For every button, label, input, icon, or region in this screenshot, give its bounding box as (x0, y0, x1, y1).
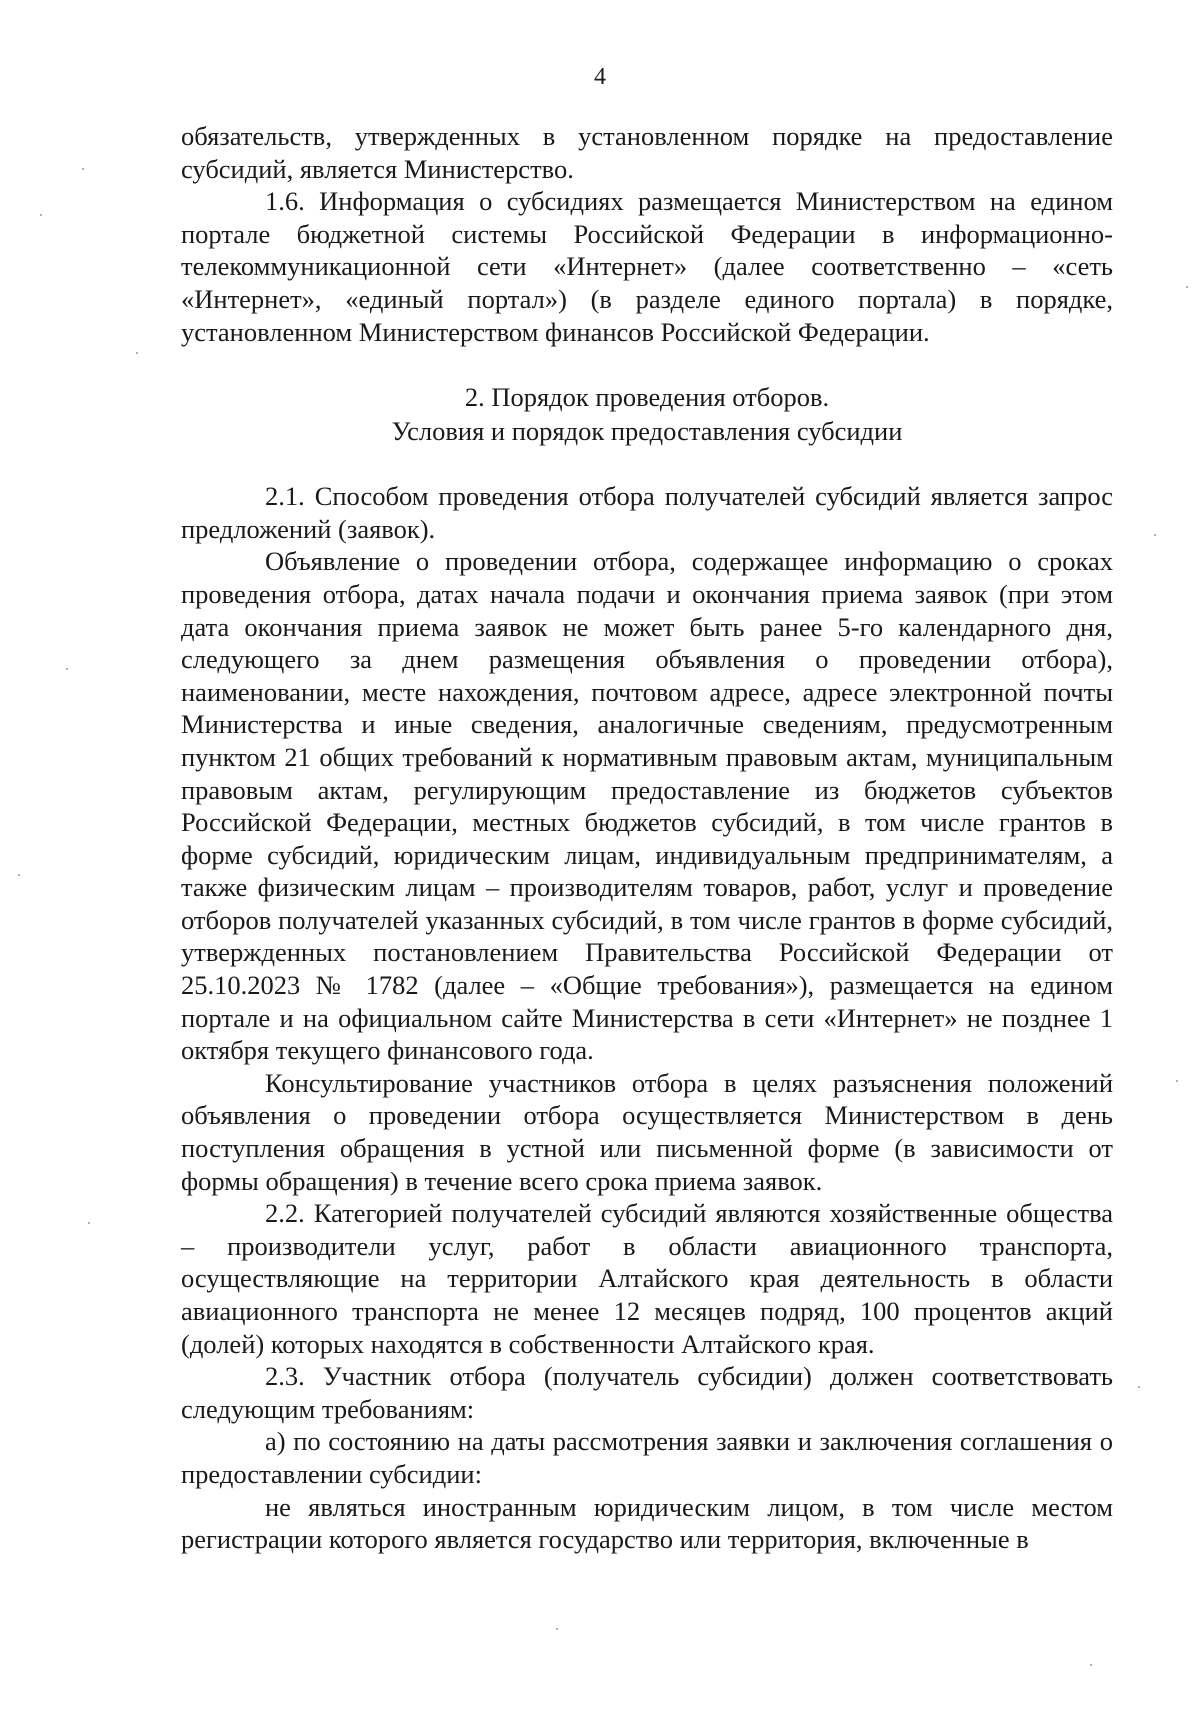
section-heading-line-1: 2. Порядок проведения отборов. (464, 382, 830, 413)
document-body (181, 120, 1113, 1556)
page-number: 4 (594, 64, 606, 90)
spacer (181, 348, 1113, 362)
scan-speck (88, 1222, 90, 1224)
paragraph-requirement: не являться иностранным юридическим лицом, в том числе местом регистрации которого является государство или территория, включенные в (181, 1491, 1113, 1555)
paragraph-2-1: 2.1. Способом проведения отбора получателей субсидий является запрос предложений (заявок). (181, 481, 1113, 544)
section-heading (181, 380, 1113, 448)
paragraph-continuation: обязательств, утвержденных в установленном порядке на предоставление субсидий, является Министерство. (181, 121, 1113, 184)
scan-speck (556, 1628, 558, 1630)
paragraph-2-2: 2.2. Категорией получателей субсидий являются хозяйственные общества – производители услуг, работ в области авиационного транспорта, осуществляющие на территории Алтайского края деятельность в области авиационного транспорта не менее 12 месяцев подряд, 100 процентов акций (долей) которых находятся в собственности Алтайского края. (181, 1198, 1113, 1359)
scan-speck (1138, 1386, 1140, 1388)
scan-speck (136, 352, 138, 354)
scan-speck (18, 874, 20, 876)
paragraph-consulting: Консультирование участников отбора в целях разъяснения положений объявления о проведении отбора осуществляется Министерством в день поступления обращения в устной или письменной форме (в зависимости от формы обращения) в течение всего срока приема заявок. (181, 1067, 1113, 1196)
scan-speck (1186, 286, 1188, 288)
scan-speck (1176, 1080, 1178, 1082)
scan-speck (40, 214, 42, 216)
scan-speck (1090, 1664, 1092, 1666)
scan-speck (82, 168, 84, 170)
paragraph-1-6: 1.6. Информация о субсидиях размещается Министерством на едином портале бюджетной системы Российской Федерации в информационно-телекоммуникационной сети «Интернет» (далее соответственно – «сеть «Интернет», «единый портал») (в разделе единого портала) в порядке, установленном Министерством финансов Российской Федерации. (181, 186, 1113, 347)
section-heading-line-2: Условия и порядок предоставления субсидии (391, 416, 903, 447)
scan-speck (66, 668, 68, 670)
paragraph-item-a: а) по состоянию на даты рассмотрения заявки и заключения соглашения о предоставлении субсидии: (181, 1426, 1113, 1489)
paragraph-2-3: 2.3. Участник отбора (получатель субсидии) должен соответствовать следующим требованиям: (181, 1361, 1113, 1424)
scan-speck (1154, 534, 1156, 536)
paragraph-announcement: Объявление о проведении отбора, содержащее информацию о сроках проведения отбора, датах начала подачи и окончания приема заявок (при этом дата окончания приема заявок не может быть ранее 5-го календарного дня, следующего за днем размещения объявления о проведении отбора), наименовании, месте нахождения, почтовом адресе, адресе электронной почты Министерства и иные сведения, аналогичные сведениям, предусмотренным пунктом 21 общих требований к нормативным правовым актам, муниципальным правовым актам, регулирующим предоставление из бюджетов субъектов Российской Федерации, местных бюджетов субсидий, в том числе грантов в форме субсидий, юридическим лицам, индивидуальным предпринимателям, а также физическим лицам – производителям товаров, работ, услуг и проведение отборов получателей указанных субсидий, в том числе грантов в форме субсидий, утвержденных постановлением Правительства Российской Федерации от 25.10.2023 № 1782 (далее – «Общие требования»), размещается на едином портале и на официальном сайте Министерства в сети «Интернет» не позднее 1 октября текущего финансового года. (181, 546, 1113, 1066)
spacer (181, 466, 1113, 480)
